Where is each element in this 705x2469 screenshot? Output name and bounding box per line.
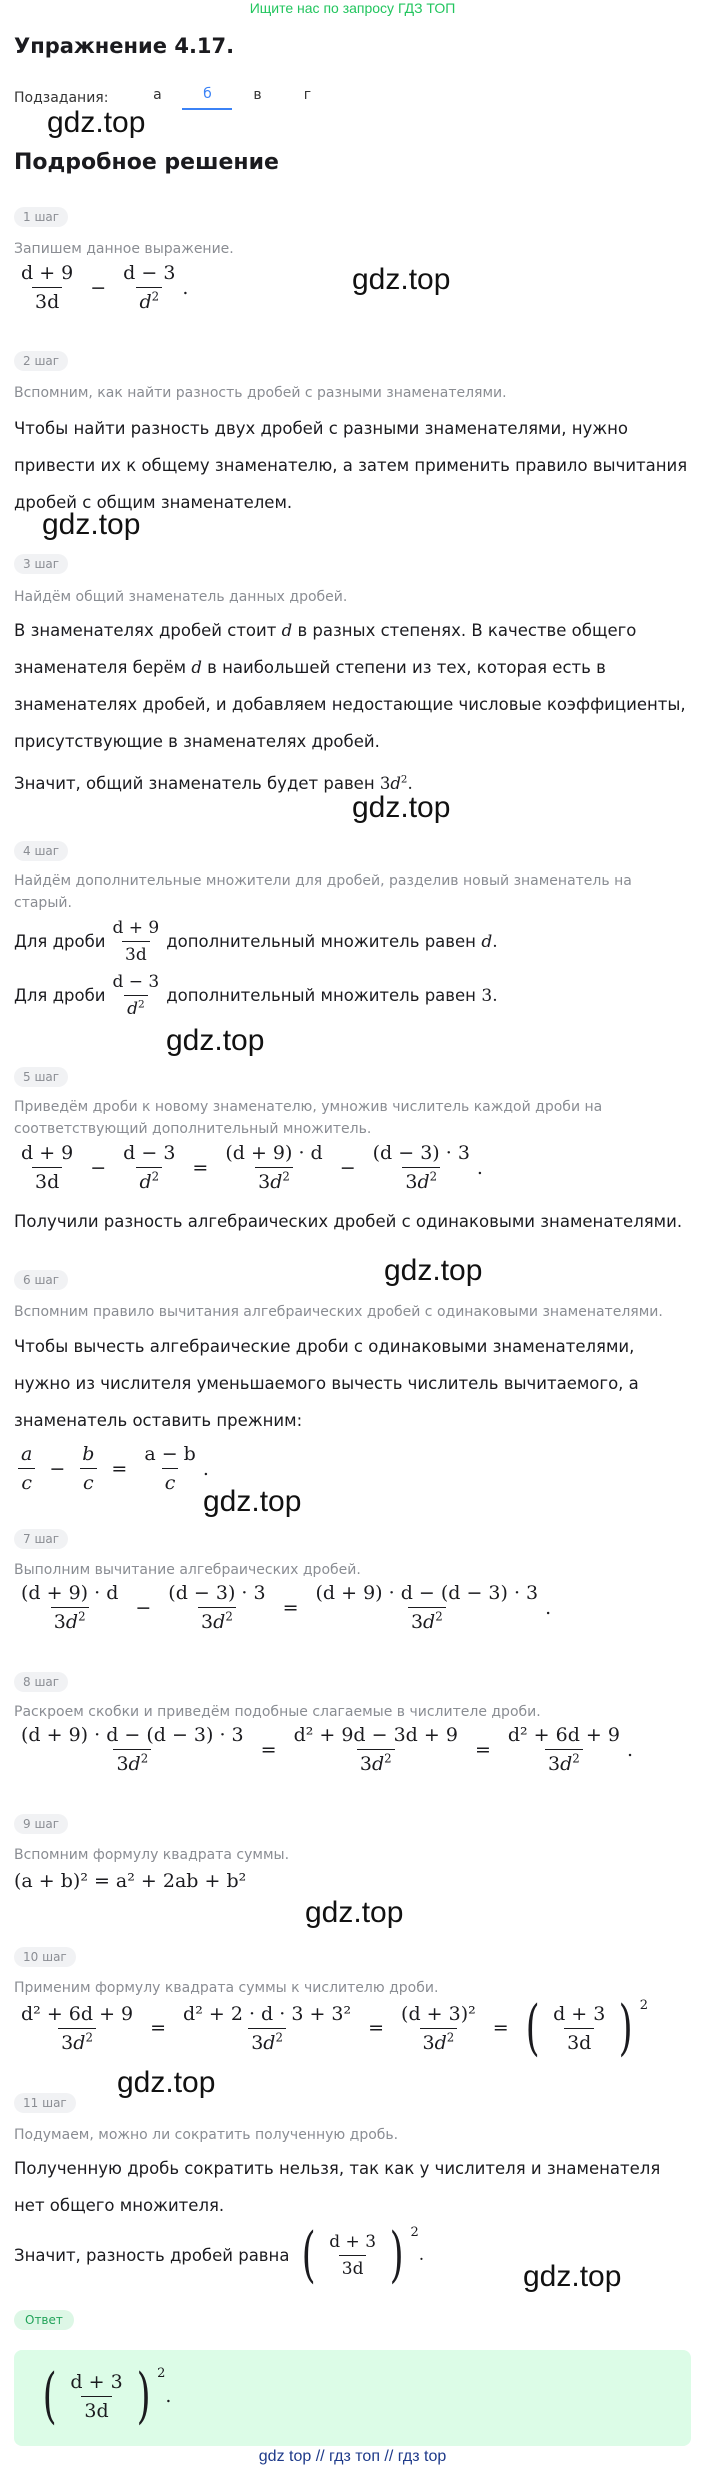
step-hint: Приведём дроби к новому знаменателю, умножив числитель каждой дроби на соответствующий дополнительный множитель.	[14, 1099, 603, 1137]
square-formula: (a + b)² = a² + 2ab + b²	[14, 1870, 247, 1892]
top-link[interactable]: Ищите нас по запросу ГДЗ ТОП	[249, 0, 456, 16]
subtasks-label: Подзадания:	[14, 90, 109, 106]
step-hint: Найдём общий знаменатель данных дробей.	[14, 589, 348, 605]
watermark: gdz.top	[352, 263, 451, 296]
step-badge: 5 шаг	[14, 1067, 68, 1087]
step-conclusion: Значит, разность дробей равна ( $\frac{d + 3}{3d}$ ) $^2$ .	[14, 2220, 425, 2290]
step-hint: Найдём дополнительные множители для дробей, разделив новый знаменатель на старый.	[14, 873, 632, 911]
step-hint: Вспомним, как найти разность дробей с разными знаменателями.	[14, 385, 507, 401]
step-badge: 11 шаг	[14, 2093, 76, 2113]
step-badge: 8 шаг	[14, 1672, 68, 1692]
step-badge: 2 шаг	[14, 351, 68, 371]
step-badge: 6 шаг	[14, 1270, 68, 1290]
numerator: d − 3	[123, 262, 176, 284]
solution-heading: Подробное решение	[14, 150, 279, 175]
watermark: gdz.top	[117, 2066, 216, 2099]
subtraction-rule: $\frac{a}{c}$ − $\frac{b}{c}$ = $\frac{a - b}{c}$ .	[14, 1443, 209, 1494]
step-badge: 7 шаг	[14, 1529, 68, 1549]
step-text: Чтобы вычесть алгебраические дроби с одинаковыми знаменателями, нужно из числителя уменьшаемого вычесть числитель вычитаемого, а знаменатель оставить прежним:	[14, 1337, 639, 1430]
step-badge: 10 шаг	[14, 1947, 76, 1967]
expression: $\frac{d + 9}{3d}$ − $\frac{d - 3}{d^2}$ = $\frac{(d + 9) \cdot d}{3d^2}$ − $\frac{(d - 3) \cdot 3}{3d^2}$ .	[21, 1142, 483, 1193]
expression: $\frac{d + 9}{3d}$ − $\frac{d - 3}{d^2}$ .	[14, 262, 188, 313]
expression: $\frac{(d + 9) \cdot d}{3d^2}$ − $\frac{(d - 3) \cdot 3}{3d^2}$ = $\frac{(d + 9) \cdot d - (d - 3) \cdot 3}{3d^2}$ .	[21, 1582, 552, 1633]
step-hint: Применим формулу квадрата суммы к числителю дроби.	[14, 1980, 439, 1996]
tab-g[interactable]: г	[303, 87, 312, 103]
step-hint: Вспомним правило вычитания алгебраических дробей с одинаковыми знаменателями.	[14, 1304, 663, 1320]
step-hint: Выполним вычитание алгебраических дробей.	[14, 1562, 361, 1578]
watermark: gdz.top	[305, 1896, 404, 1929]
denominator: $d^2$	[136, 287, 162, 313]
numerator: d + 9	[21, 262, 74, 284]
step-text: Получили разность алгебраических дробей с одинаковыми знаменателями.	[14, 1212, 683, 1231]
watermark: gdz.top	[166, 1024, 265, 1057]
footer-links[interactable]: gdz top // гдз топ // гдз top	[258, 2448, 447, 2465]
watermark: gdz.top	[47, 106, 146, 139]
watermark: gdz.top	[203, 1485, 302, 1518]
watermark: gdz.top	[384, 1254, 483, 1287]
step-conclusion: Значит, общий знаменатель будет равен $3d^2$.	[14, 774, 413, 793]
step-text: Полученную дробь сократить нельзя, так как у числителя и знаменателя нет общего множителя.	[14, 2159, 661, 2215]
page-title: Упражнение 4.17.	[14, 34, 235, 58]
step-badge: 1 шаг	[14, 207, 68, 227]
step-hint: Запишем данное выражение.	[14, 241, 234, 257]
step-text: В знаменателях дробей стоит d в разных степенях. В качестве общего знаменателя берём d в наибольшей степени из тех, которая есть в знаменателях дробей, и добавляем недостающие числовые коэффициенты, присутствующие в знаменателях дробей.	[14, 621, 686, 751]
step-hint: Раскроем скобки и приведём подобные слагаемые в числителе дроби.	[14, 1704, 541, 1720]
step-hint: Вспомним формулу квадрата суммы.	[14, 1847, 290, 1863]
step-badge: 9 шаг	[14, 1814, 68, 1834]
answer-box	[14, 2350, 691, 2446]
tab-a[interactable]: а	[153, 87, 162, 103]
denominator: 3d	[32, 287, 62, 313]
step-text: Чтобы найти разность двух дробей с разными знаменателями, нужно привести их к общему знаменателю, а затем применить правило вычитания дробей с общим знаменателем.	[14, 419, 688, 512]
watermark: gdz.top	[42, 508, 141, 541]
tab-b[interactable]: б	[182, 86, 232, 110]
answer-expression: ( $\frac{d + 3}{3d}$ ) $^2$ .	[42, 2361, 172, 2431]
multiplier-line: Для дроби $\frac{d - 3}{d^2}$ дополнительный множитель равен 3 .	[14, 972, 498, 1019]
step-badge: 4 шаг	[14, 841, 68, 861]
tab-v[interactable]: в	[253, 87, 262, 103]
watermark: gdz.top	[352, 791, 451, 824]
expression: $\frac{(d + 9) \cdot d - (d - 3) \cdot 3}{3d^2}$ = $\frac{\text{d² + 9d − 3d + 9}}{3d^2}$ = $\frac{\text{d² + 6d + 9}}{3d^2}$ .	[21, 1724, 634, 1775]
step-badge: 3 шаг	[14, 554, 68, 574]
answer-badge: Ответ	[14, 2310, 74, 2330]
step-hint: Подумаем, можно ли сократить полученную дробь.	[14, 2127, 399, 2143]
expression: $\frac{\text{d² + 6d + 9}}{3d^2}$ = $\frac{\text{d² + 2 · d · 3 + 3²}}{3d^2}$ = $\frac{\text{(d + 3)²}}{3d^2}$ = ( $\frac{d + 3}{3d}$ ) $^2$	[21, 1993, 649, 2063]
watermark: gdz.top	[523, 2260, 622, 2293]
multiplier-line: Для дроби $\frac{d + 9}{3d}$ дополнительный множитель равен d .	[14, 918, 498, 965]
